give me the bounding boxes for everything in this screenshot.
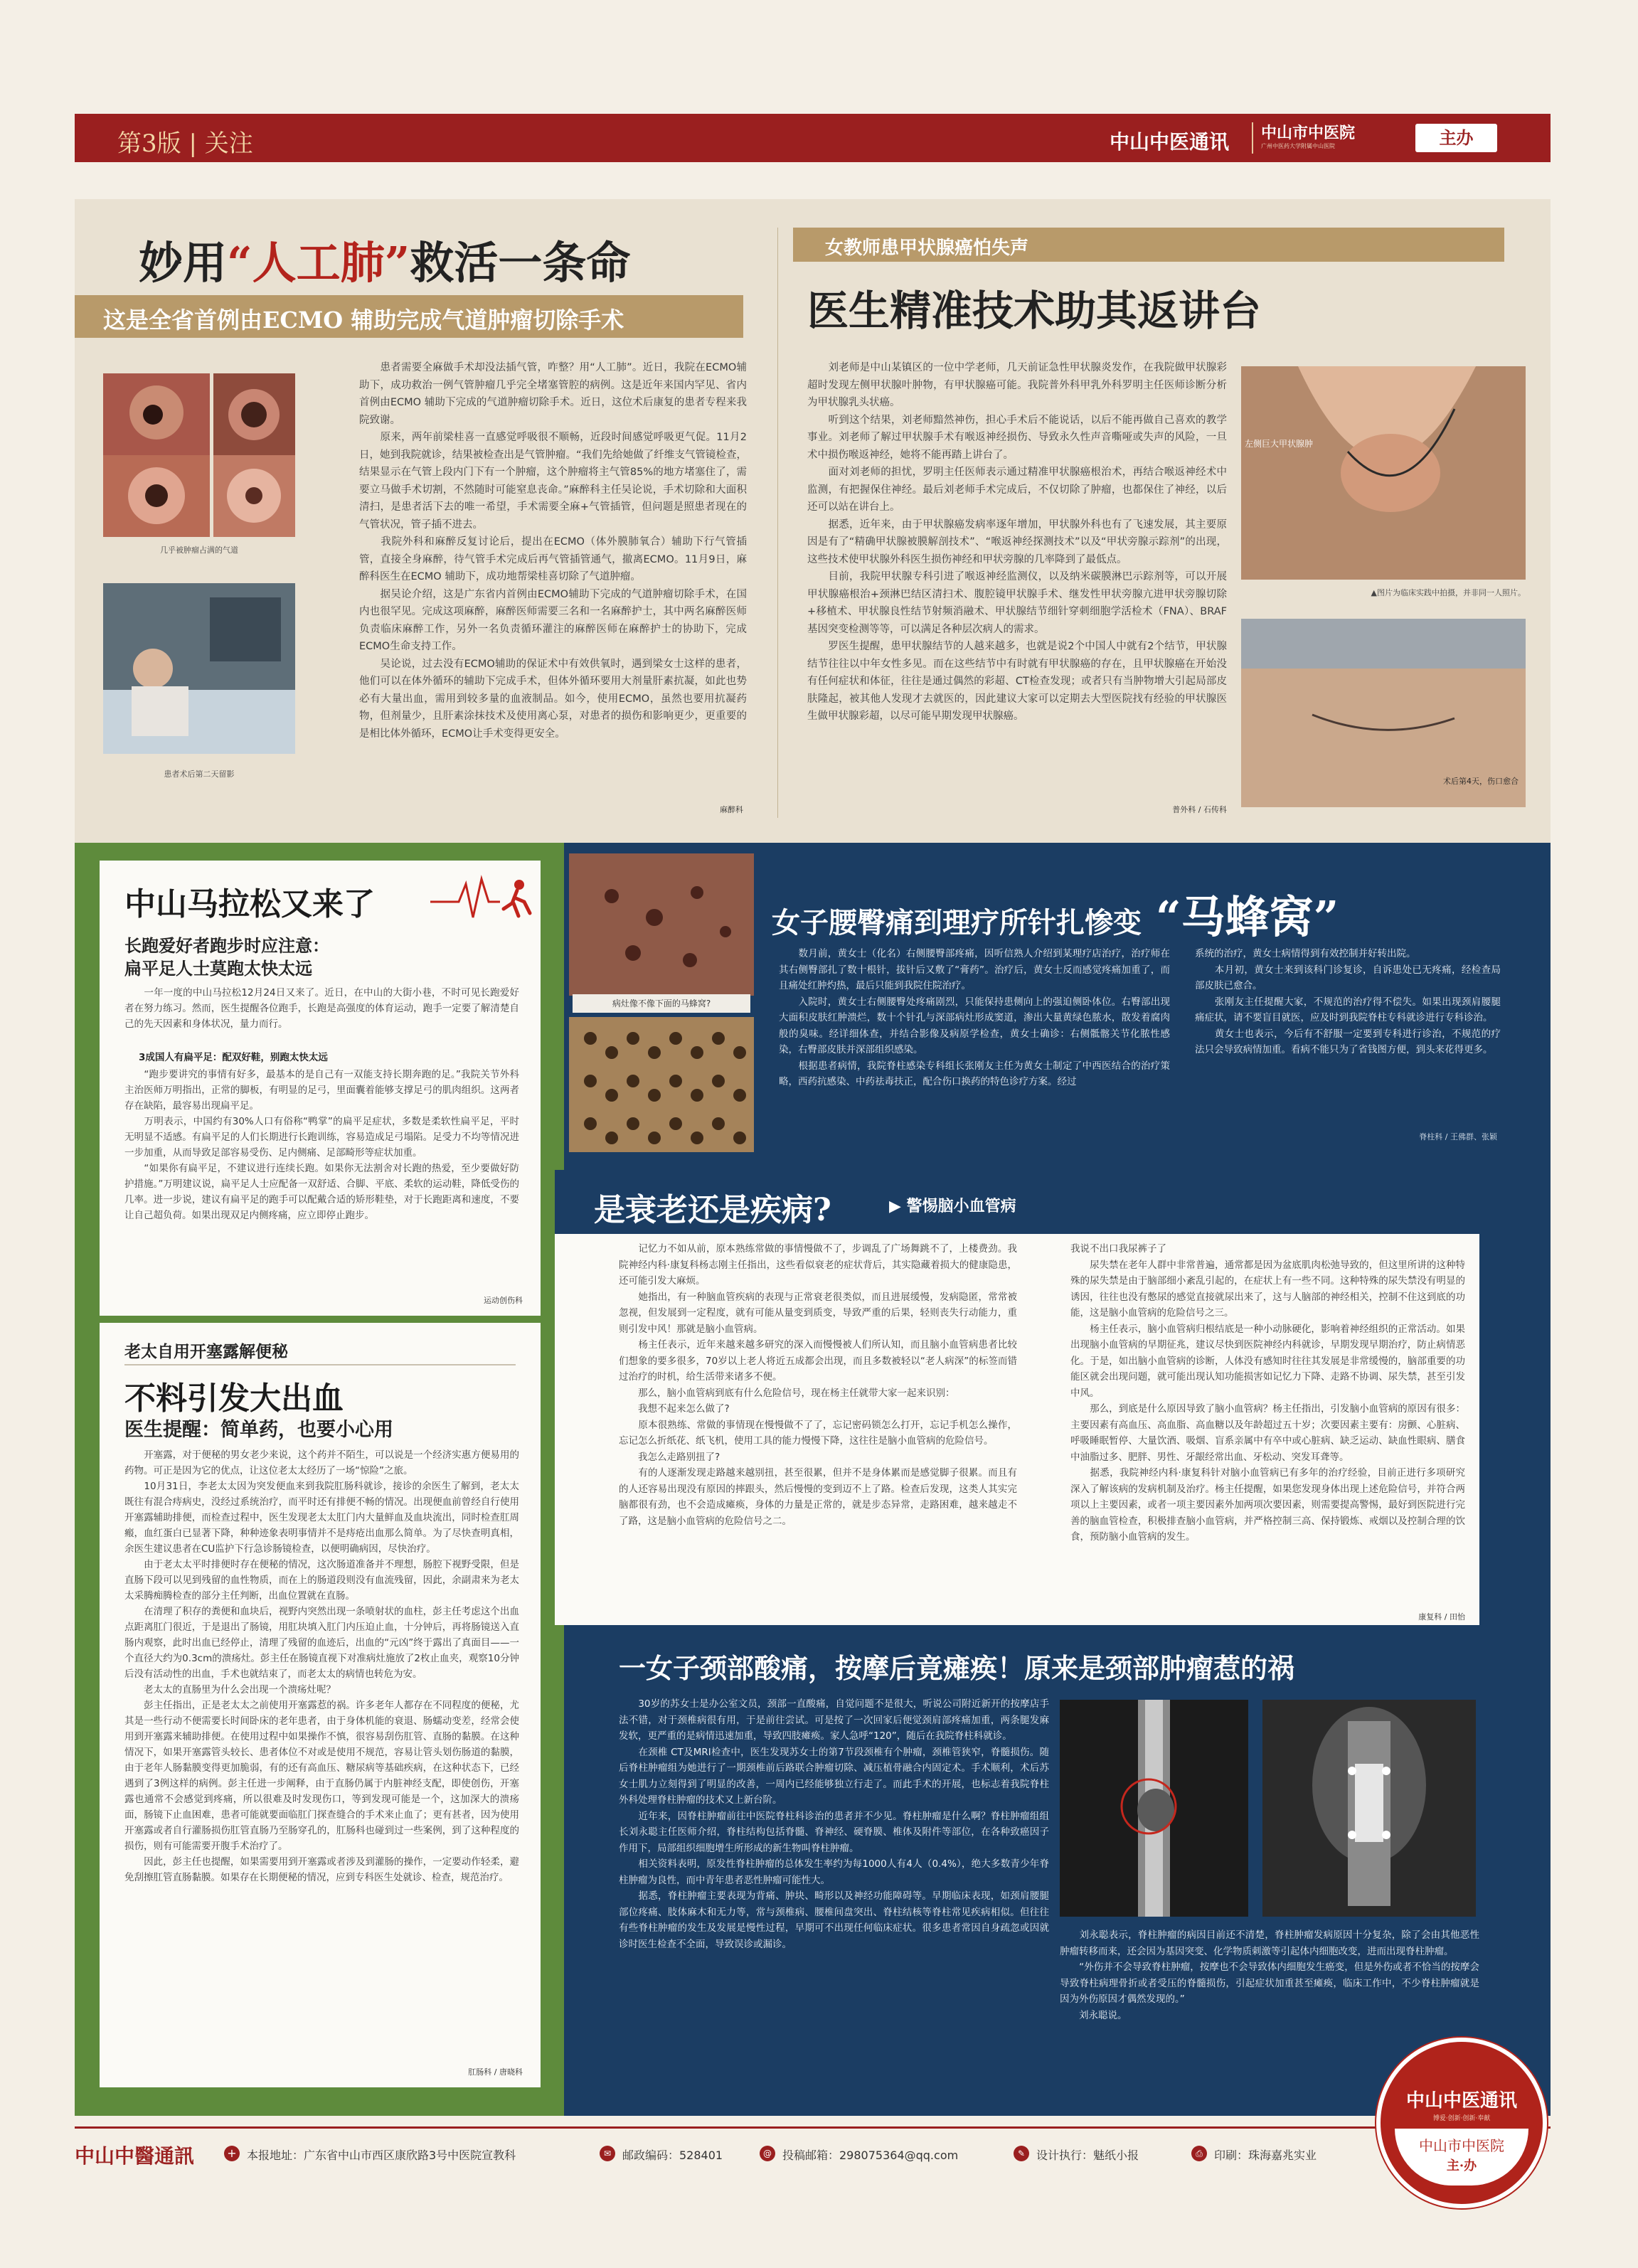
- article1-signature: 麻醉科: [720, 805, 743, 814]
- wound-photo-caption: 病灶像不像下面的马蜂窝?: [573, 994, 750, 1013]
- bronchoscopy-photo-2: [213, 373, 295, 537]
- print-icon: ⎙: [1191, 2146, 1207, 2161]
- footer-logo: 中山中醫通訊: [75, 2144, 195, 2168]
- article5-col1: 数月前，黄女士（化名）右侧腰臀部疼痛，因听信熟人介绍到某理疗店治疗，治疗师在其右侧臀部扎了数十根针，拔针后又敷了“膏药”。治疗后，黄女士反而感觉疼痛加重了，而且痛处红肿灼热，最后只能到我院住院治疗。 入院时，黄女士右侧腰臀处疼痛剧烈，只能保持患侧向上的强迫侧卧体位。右臀部出现大面积皮肤红肿溃烂，数十个针孔与深部病灶形成窦道，渗出大量黄绿色脓水，散发着腐肉般的臭味。经详细体查，并结合影像及病原学检查，黄女士确诊：右侧骶髂关节化脓性感染，右臀部皮肤并深部组织感染。 根据患者病情，我院脊柱感染专科组长张刚友主任为黄女士制定了中西医结合的治疗策略，西药抗感染、中药祛毒扶正，配合伤口换药的特色诊疗方案。经过: [779, 948, 1170, 1087]
- top-section: [75, 199, 1551, 843]
- article2-kicker: 女教师患甲状腺癌怕失声: [825, 238, 1029, 259]
- article5-title-q: “马蜂窝”: [1156, 891, 1339, 943]
- article1-title-q: “人工肺”: [227, 237, 410, 289]
- article4-card: [100, 1323, 541, 2087]
- article5-title: [772, 882, 1339, 945]
- article1-subtitle-band: [75, 295, 743, 338]
- article1-title-a: 妙用: [139, 237, 228, 289]
- xray-photo: [1262, 1700, 1476, 1917]
- email-icon: @: [760, 2146, 775, 2161]
- article6-col1: 记忆力不如从前，原本熟练常做的事情慢做不了，步调乱了广场舞跳不了，上楼费劲。我院神经内科·康复科杨志刚主任指出，这些看似衰老的症状背后，其实隐藏着损大的健康隐患，还可能引发大麻烦。 她指出，有一种脑血管疾病的表现与正常衰老很类似，而且进展缓慢，发病隐匿，常常被忽视，但发展到一定程度，就有可能从量变到质变，导致严重的后果，轻则丧失行动能力，重则引发中风！那就是脑小血管病。 杨主任表示，近年来越来越多研究的深入而慢慢被人们所认知，而且脑小血管病患者比较们想象的要多很多，70岁以上老人将近五成都会出现，而且多数被轻以“老人病深”的标签而错过治疗的时机，给生活带来诸多不便。 那么，脑小血管病到底有什么危险信号，现在杨主任就带大家一起来识别： 我想不起来怎么做了? 原本很熟练、常做的事情现在慢慢做不了了，忘记密码锁怎么打开，忘记手机怎么操作，忘记怎么折纸花、纸飞机，使用工具的能力慢慢下降，这往往是脑小血管病的危险信号。 我怎么走路别扭了? 有的人逐渐发现走路越来越别扭，甚至很累，但并不是身体累而是感觉脚子很累。而且有的人还容易出现没有原因的摔跟头，然后慢慢的变到迈不上了路。检查后发现，这类人其实完脑都很有劲，也不会造成瘫痪，身体的力量是正常的，就是步态异常，走路困难，越来越走不了路，这是脑小血管病的危险信号之二。: [619, 1243, 1017, 1527]
- article5-signature: 脊柱科 / 王佛群、张颖: [1419, 1132, 1497, 1141]
- hospital-sub: 广州中医药大学附属中山医院: [1261, 143, 1335, 149]
- article3-section-heading: 3成国人有扁平足：配双好鞋，别跑太快太远: [139, 1052, 328, 1063]
- patient-photo: [103, 583, 295, 754]
- heartbeat-icon: [430, 873, 537, 923]
- wound-photo: [569, 853, 754, 996]
- bronchoscopy-caption: 几乎被肿瘤占满的气道: [160, 545, 238, 555]
- mri-scan-photo: [1060, 1700, 1248, 1917]
- article3-card: [100, 861, 541, 1316]
- seal-host: 主·办: [1446, 2158, 1477, 2173]
- article7-body: 30岁的苏女士是办公室文员，颈部一直酸痛，自觉问题不是很大，听说公司附近新开的按摩店手法不错，对于颈椎病很有用，于是前往尝试。可是按了一次回家后便觉颈肩部疼痛加重，两条腿发麻发软，更严重的是病情迅速加重，导致四肢瘫痪。家人急呼“120”，随后在我院脊柱科就诊。 在颈椎 CT及MRI检查中，医生发现苏女士的第7节段颈椎有个肿瘤，颈椎管狭窄，脊髓损伤。随后脊柱肿瘤组为她进行了一期颈椎前后路联合肿瘤切除、减压植骨融合内固定术。手术顺利，术后苏女士肌力立刻得到了明显的改善，一周内已经能够独立行走了。而此手术的开展，也标志着我院脊柱外科处理脊柱肿瘤的技术又上新台阶。 近年来，因脊柱肿瘤前往中医院脊柱科诊治的患者并不少见。脊柱肿瘤是什么啊？脊柱肿瘤组组长刘永聪主任医师介绍，脊柱结构包括脊髓、脊神经、硬脊膜、椎体及附件等部位，在各种致癌因子作用下，局部组织细胞增生所形成的新生物叫脊柱肿瘤。 相关资料表明，原发性脊柱肿瘤的总体发生率约为每1000人有4人（0.4%），绝大多数青少年脊柱肿瘤为良性，而中青年患者恶性肿瘤可能性大。 据悉，脊柱肿瘤主要表现为背痛、肿块、畸形以及神经功能障碍等。早期临床表现，如颈肩腰腿部位疼痛、肢体麻木和无力等，常与颈椎病、腰椎间盘突出、脊柱结核等脊柱常见疾病相似。但往往有些脊柱肿瘤的发生及发展是慢性过程，早期可不出现任何临床症状。很多患者常因自身疏忽或因就诊时医生检查不全面，导致误诊或漏诊。: [619, 1698, 1049, 1950]
- footer-email: 投稿邮箱：298075364@qq.com: [782, 2149, 959, 2162]
- footer-postcode: 邮政编码：528401: [622, 2149, 723, 2162]
- seal-band: [1395, 2129, 1528, 2186]
- footer-design: 设计执行：魅纸小报: [1036, 2149, 1139, 2162]
- thyroid-photo-label: 左侧巨大甲状腺肿: [1245, 439, 1314, 449]
- thyroid-photo-caption: ▲图片为临床实践中拍摄，并非同一人照片。: [1371, 588, 1526, 597]
- footer: [75, 2134, 1376, 2176]
- design-icon: ✎: [1014, 2146, 1029, 2161]
- article4-body: 开塞露，对于便秘的男女老少来说，这个药并不陌生，可以说是一个经济实惠方便易用的药物。可正是因为它的优点，让这位老太太经历了一场“惊险”之旅。 10月31日，李老太太因为突发便血来到我院肛肠科就诊，接诊的余医生了解到，老太太既往有混合痔病史，没经过系统治疗，而平时还有排便不畅的情况。出现便血前曾经自行使用开塞露辅助排便，而检查过程中，医生发现老太太肛门内大量鲜血及血块流出，同时检查肛周瘢，血红蛋白已显著下降，种种迹象表明事情并不是痔疮出血那么简单。为了尽快查明真相，余医生建议患者在CU监护下行急诊肠镜检查，以便明确病因，尽快治疗。 由于老太太平时排便时存在便秘的情况，这次肠道准备并不理想，肠腔下视野受限，但是直肠下段可以见到残留的血性物质，而在上的肠道段则没有血流残留，因此，余副肃来为老太太采腾痴腾检查的部分主任判断，出血位置就在直肠。 在清理了积存的粪便和血块后，视野内突然出现一条喷射状的血柱，彭主任考虑这个出血点距离肛门很近，于是退出了肠镜，用肛块填入肛门内压迫止血，十分钟后，再将肠镜送入直肠内观察，此时出血已经停止，清理了残留的血迹后，出血的“元凶”终于露出了真面目——一个直径大约为0.3cm的溃疡灶。彭主任在肠镜直视下对准病灶施放了2枚止血夹，观察10分钟后没有活动性的出血，手术也就结束了，而老太太的病情也转危为安。 老太太的直肠里为什么会出现一个溃疡灶呢？ 彭主任指出，正是老太太之前使用开塞露惹的祸。许多老年人都存在不同程度的便秘，尤其是一些行动不便需要长时间卧床的老年患者，由于身体机能的衰退、肠蠕动变差，经常会使用到开塞露来辅助排便。在使用过程中如果操作不慎，很容易刮伤肛管、直肠的黏膜。在这种情况下，如果开塞露管头较长、患者体位不对或是使用不规范，容易让管头划伤肠道的黏膜，由于老年人肠黏膜变得更加脆弱，有的还有高血压、糖尿病等基础疾病，在这种状态下，已经遇到了3例这样的病例。彭主任进一步阐释，由于直肠仍属于内脏神经支配，即使创伤，开塞露也通常不会感觉到疼痛，所以很难及时发现伤口，等到发现可能是一个，这加深大的溃疡面，肠镜下止血困难，患者可能就要面临肛门探查缝合的手术来止血了；更有甚者，因为使用开塞露或者自行灌肠损伤肛管直肠乃至肠穿孔的，肛肠科也碰到过一些案例，到了这种程度的损伤，则有可能需要开腹手术治疗了。 因此，彭主任也提醒，如果需要用到开塞露或者涉及到灌肠的操作，一定要动作轻柔，避免刮擦肛管直肠黏膜。如果存在长期便秘的情况，应到专科医生处就诊、检查，规范治疗。: [124, 1449, 519, 1883]
- article1-title-b: 救活一条命: [410, 237, 631, 289]
- honeycomb-photo: [569, 1017, 754, 1152]
- footer-address: 本报地址：广东省中山市西区康欣路3号中医院宣教科: [247, 2149, 516, 2162]
- article4-subtitle: 医生提醒：简单药，也要小心用: [124, 1419, 393, 1441]
- article3-subtitle1: 长跑爱好者跑步时应注意：: [124, 935, 329, 956]
- article6-title: 是衰老还是疾病?: [594, 1192, 831, 1228]
- footer-print: 印刷：珠海嘉兆实业: [1214, 2149, 1317, 2162]
- article2-body: 刘老师是中山某镇区的一位中学老师，几天前证急性甲状腺炎发作，在我院做甲状腺彩超时发现左侧甲状腺叶肿物，有甲状腺癌可能。我院普外科甲乳外科罗明主任医师诊断分析为甲状腺乳头状癌。 听到这个结果，刘老师黯然神伤，担心手术后不能说话，以后不能再做自己喜欢的教学事业。刘老师了解过甲状腺手术有喉返神经损伤、导致永久性声音嘶哑或失声的风险，一旦术中损伤喉返神经，她将不能再踏上讲台了。 面对刘老师的担忧，罗明主任医师表示通过精准甲状腺癌根治术，再结合喉返神经术中监测，有把握保住神经。最后刘老师手术完成后，不仅切除了肿瘤，也都保住了神经，以后还可以站在讲台上。 据悉，近年来，由于甲状腺癌发病率逐年增加，甲状腺外科也有了飞速发展，其主要原因是有了“精确甲状腺被膜解剖技术”、“喉返神经探测技术”以及“甲状旁腺示踪剂”的出现，这些技术使甲状腺外科医生损伤神经和甲状旁腺的几率降到了最低点。 目前，我院甲状腺专科引进了喉返神经监测仪，以及纳米碳膜淋巴示踪剂等，可以开展甲状腺癌根治+颈淋巴结区清扫术、腹腔镜甲状腺手术、继发性甲状旁腺亢进甲状旁腺切除+移植术、甲状腺良性结节射频消融术、甲状腺结节细针穿刺细胞学活检术（FNA）、BRAF基因突变检测等等，可以满足各种层次病人的需求。 罗医生提醒，患甲状腺结节的人越来越多，也就是说2个中国人中就有2个结节，甲状腺结节往往以中年女性多见。而在这些结节中有时就有甲状腺癌的存在，且甲状腺癌在开始没有任何症状和体征，往往是通过偶然的彩超、CT检查发现；或者只有当肿物增大引起局部皮肤隆起，被其他人发现才去就医的，因此建议大家可以定期去大型医院找有经验的甲状腺医生做甲状腺彩超，以尽可能早期发现甲状腺癌。: [807, 362, 1227, 722]
- article2-title: 医生精准技术助其返讲台: [807, 287, 1262, 335]
- article6-subtitle: ▶ 警惕脑小血管病: [889, 1197, 1016, 1215]
- article2-signature: 普外科 / 石传科: [1172, 805, 1227, 814]
- article6-signature: 康复科 / 田怡: [1418, 1612, 1465, 1622]
- postcode-icon: ✉: [600, 2146, 615, 2161]
- article7-title: 一女子颈部酸痛，按摩后竟瘫痪！原来是颈部肿瘤惹的祸: [619, 1652, 1295, 1684]
- article1-subtitle: 这是全省首例由ECMO 辅助完成气道肿瘤切除手术: [103, 307, 624, 334]
- article3-intro: 一年一度的中山马拉松12月24日又来了。近日，在中山的大街小巷，不时可见长跑爱好者在努力练习。然而，医生提醒各位跑手，长跑是高强度的体育运动，跑手一定要了解清楚自己的先天因素和身体状况，量力而行。: [124, 987, 519, 1030]
- article4-kicker-rule: [124, 1364, 516, 1365]
- header-bar: [75, 114, 1551, 162]
- article4-title: 不料引发大出血: [124, 1380, 344, 1417]
- article3-subtitle2: 扁平足人士莫跑太快太远: [124, 958, 312, 979]
- article6-col2: 我说不出口我尿裤子了 尿失禁在老年人群中非常普遍，通常都是因为盆底肌肉松弛导致的，但这里所讲的这种特殊的尿失禁是由于脑部细小紊乱引起的，在症状上有一些不同。这种特殊的尿失禁没有明显的诱因，往往也没有憋尿的感觉直接就尿出来了，这与人脑部的神经相关，控制不住这到底的功能，这是脑小血管病的危险信号之三。 杨主任表示，脑小血管病归根结底是一种小动脉硬化，影响着神经组织的正常活动。如果出现脑小血管病的早期征兆，建议尽快到医院神经内科就诊，早期发现早期治疗，防止病情恶化。于是，如出脑小血管病的诊断，人体没有感知时往往其发展是非常缓慢的，脑部重要的功能区就会出现问题，就可能出现认知功能损害如记忆力下降、走路不协调、尿失禁，甚至引发中风。 那么，到底是什么原因导致了脑小血管病？杨主任指出，引发脑小血管病的原因有很多：主要因素有高血压、高血脂、高血糖以及年龄超过五十岁；次要因素主要有：房颤、心脏病、呼吸睡眠暂停、大量饮酒、吸烟、盲系亲属中有卒中或心脏病、缺乏运动、缺血性眼病、膳食中油脂过多、肥胖、男性、牙龈经常出血、牙松动、突发耳聋等。 据悉，我院神经内科·康复科针对脑小血管病已有多年的治疗经验，目前正进行多项研究深入了解该病的发病机制及治疗。杨主任提醒，如果您发现身体出现上述危险信号，并符合两项以上主要因素，或者一项主要因素外加两项次要因素，则需要提高警惕，最好到医院进行完善的脑血管检查，积极排查脑小血管病，并严格控制三高、保持锻炼、戒烟以及控制合理的饮食，预防脑小血管病的发生。: [1070, 1243, 1465, 1543]
- top-divider: [777, 228, 778, 818]
- article5-col2: 系统的治疗，黄女士病情得到有效控制并好转出院。 本月初，黄女士来到该科门诊复诊，自诉患处已无疼痛，经检查局部皮肤已愈合。 张刚友主任提醒大家，不规范的治疗得不偿失。如果出现颈肩腰腿痛症状，请不要盲目就医，应及时到我院脊柱专科就诊进行专科诊治。 黄女士也表示，今后有不舒服一定要到专科进行诊治，不规范的疗法只会导致病情加重。看病不能只为了省钱图方便，到头来花得更多。: [1195, 948, 1501, 1055]
- host-badge: 主办: [1415, 124, 1497, 152]
- hospital-name: 中山市中医院: [1261, 124, 1356, 142]
- page-label: 第3版 | 关注: [117, 129, 253, 158]
- paper-name: 中山中医通讯: [1110, 130, 1230, 154]
- seal-motto: 博爱·创新·创新·奉献: [1432, 2115, 1491, 2122]
- seal-title: 中山中医通讯: [1405, 2090, 1517, 2112]
- thyroid-photo-2-caption: 术后第4天，伤口愈合: [1443, 777, 1519, 786]
- article4-signature: 肛肠科 / 唐晓科: [468, 2067, 523, 2077]
- article4-kicker: 老太自用开塞露解便秘: [124, 1342, 288, 1361]
- article1-title: [139, 228, 630, 291]
- article7-side: 刘永聪表示，脊柱肿瘤的病因目前还不清楚，脊柱肿瘤发病原因十分复杂，除了会由其他恶性肿瘤转移而来，还会因为基因突变、化学物质刺激等引起体内细胞改变，进而出现脊柱肿瘤。 “外伤并不会导致脊柱肿瘤，按摩也不会导致体内细胞发生癌变，但是外伤或者不恰当的按摩会导致脊柱病理骨折或者受压的脊髓损伤，引起症状加重甚至瘫痪，临床工作中，不少脊柱肿瘤就是因为外伤原因才偶然发现的。” 刘永聪说。: [1060, 1929, 1479, 2021]
- masthead-seal: [1376, 2038, 1547, 2208]
- bronchoscopy-photo: [103, 373, 210, 537]
- thyroid-photo-1: [1241, 366, 1526, 580]
- seal-org: 中山市中医院: [1419, 2137, 1504, 2154]
- article5-title-a: 女子腰臀痛到理疗所针扎惨变: [772, 906, 1142, 939]
- article3-signature: 运动创伤科: [484, 1296, 523, 1305]
- article2-kicker-band: [793, 228, 1504, 262]
- address-icon: +: [224, 2146, 240, 2161]
- article3-title: 中山马拉松又来了: [124, 886, 375, 922]
- footer-rule: [75, 2126, 1551, 2129]
- patient-caption: 患者术后第二天留影: [164, 770, 235, 779]
- header-divider: [1252, 122, 1253, 154]
- article3-body: “跑步要讲究的事情有好多，最基本的是自己有一双能支持长期奔跑的足。”我院关节外科主治医师万明指出，正常的脚板，有明显的足弓，里面囊着能够支撑足弓的肌肉组织。这两者存在缺陷，最容易出现扁平足。 万明表示，中国约有30%人口有俗称“鸭掌”的扁平足症状，多数是柔软性扁平足，平时无明显不适感。有扁平足的人们长期进行长跑训练，容易造成足弓塌陷。足受力不均等情况进一步加重，从而导致足部容易受伤、足内侧痛、足部畸形等症状加重。 “如果你有扁平足，不建议进行连续长跑。如果你无法割舍对长跑的热爱，至少要做好防护措施。”万明建议说，扁平足人士应配备一双舒适、合脚、平底、柔软的运动鞋，降低受伤的几率。进一步说，建议有扁平足的跑手可以配戴合适的矫形鞋垫，对于长跑距离和速度，不要让自己超负荷。如果出现双足内侧疼痛，应立即停止跑步。: [124, 1069, 519, 1221]
- article6-title-band: [555, 1170, 1479, 1234]
- article1-body: 患者需要全麻做手术却没法插气管，咋整？用“人工肺”。近日，我院在ECMO辅助下，成功救治一例气管肿瘤几乎完全堵塞管腔的病例。这是近年来国内罕见、省内首例由ECMO 辅助下完成的气道肿瘤切除手术。近日，这位术后康复的患者专程来我院致谢。 原来，两年前梁桂喜一直感觉呼吸很不顺畅，近段时间感觉呼吸更气促。11月2日，她到我院就诊，结果被检查出是气管肿瘤。“我们先给她做了纤维支气管镜检查，结果显示在气管上段内门下有一个肿瘤，这个肿瘤将主气管85%的地方堵塞住了，需要立马做手术切割，不然随时可能窒息丧命。”麻醉科主任吴论说，手术切除和大面积清扫，是患者活下去的唯一希望，手术需要全麻+气管插管，但问题是照患者现在的气管状况，管子插不进去。 我院外科和麻醉反复讨论后，提出在ECMO（体外膜肺氧合）辅助下行气管插管，直接全身麻醉，待气管手术完成后再气管插管通气，撤离ECMO。11月9日，麻醉科医生在ECMO 辅助下，成功地帮梁桂喜切除了气道肿瘤。 据吴论介绍，这是广东省内首例由ECMO辅助下完成的气道肿瘤切除手术，在国内也很罕见。完成这项麻醉，麻醉医师需要三名和一名麻醉护士，其中两名麻醉医师负责临床麻醉工作，另外一名负责循环灌注的麻醉医师在麻醉护士的协助下，完成ECMO生命支持工作。 吴论说，过去没有ECMO辅助的保证术中有效供氧时，遇到梁女士这样的患者，他们可以在体外循环的辅助下完成手术，但体外循环要用大剂量肝素抗凝，如此也势必有大量出血，需用到较多量的血液制品。如今，使用ECMO，虽然也要用抗凝药物，但剂量少，且肝素涂抹技术及使用离心泵，对患者的损伤和影响更少，更重要的是相比体外循环，ECMO让手术变得更安全。: [359, 362, 747, 740]
